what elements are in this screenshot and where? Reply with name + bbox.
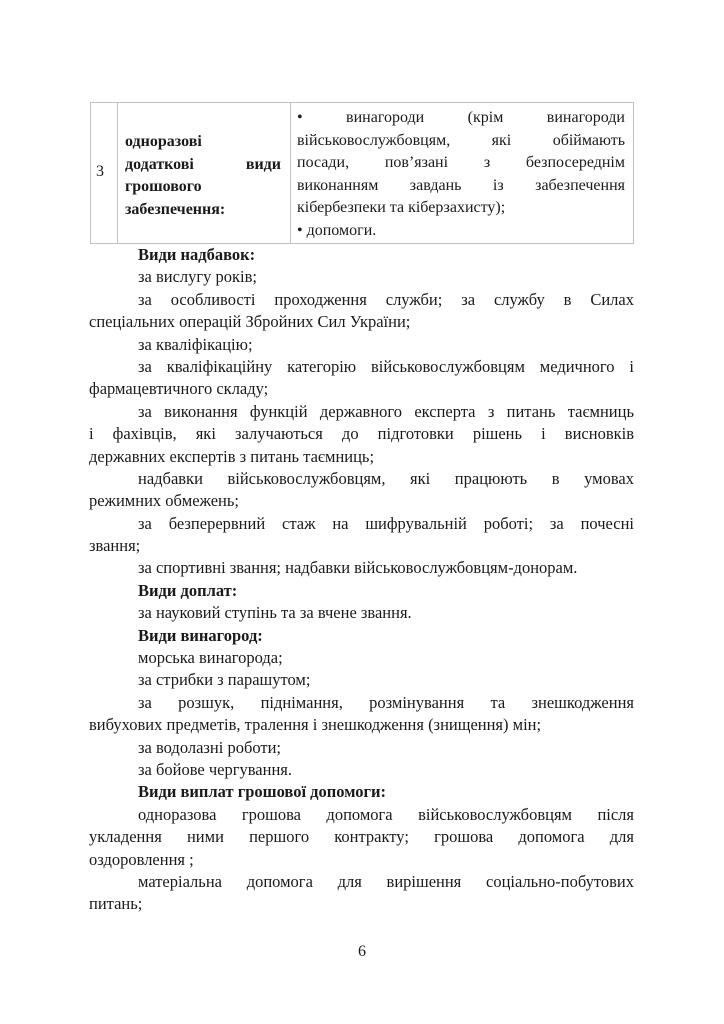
- table-item-line: військовослужбовцям, які обіймають: [297, 131, 625, 149]
- paragraph-line: за особливості проходження служби; за службу в Силах: [138, 289, 634, 309]
- section-heading: Види доплат:: [138, 580, 238, 600]
- section-heading: Види виплат грошової допомоги:: [138, 782, 386, 802]
- paragraph-line: матеріальна допомога для вирішення соціально-побутових: [138, 871, 634, 891]
- paragraph-line: державних експертів з питань таємниць;: [89, 446, 375, 466]
- table-row-number: 3: [96, 163, 104, 180]
- paragraph-line: і фахівців, які залучаються до підготовки рішень і висновків: [89, 424, 634, 444]
- paragraph-line: питань;: [89, 894, 143, 914]
- paragraph-line: режимних обмежень;: [89, 491, 239, 511]
- paragraph-line: за безперервний стаж на шифрувальній роботі; за почесні: [138, 513, 634, 533]
- table-category-items: [297, 107, 625, 242]
- table-title-line: грошового: [125, 178, 202, 195]
- table-title-line: додаткові види: [125, 155, 281, 173]
- paragraph-line: за водолазні роботи;: [138, 737, 282, 757]
- paragraph-line: звання;: [89, 536, 141, 556]
- paragraph-line: оздоровлення ;: [89, 849, 194, 869]
- paragraph-line: вибухових предметів, тралення і знешкодження (знищення) мін;: [89, 715, 542, 735]
- paragraph-line: надбавки військовослужбовцям, які працюють в умовах: [138, 468, 634, 488]
- paragraph-line: за кваліфікацію;: [138, 334, 253, 354]
- section-heading: Види надбавок:: [138, 245, 256, 264]
- table-item-line: • допомоги.: [297, 221, 377, 239]
- page-number: 6: [358, 943, 366, 960]
- paragraph-line: за виконання функцій державного експерта з питань таємниць: [138, 401, 634, 421]
- paragraph-line: за вислугу років;: [138, 267, 258, 287]
- paragraph-line: спеціальних операцій Збройних Сил України;: [89, 312, 411, 332]
- paragraph-line: за кваліфікаційну категорію військовослужбовцям медичного і: [138, 356, 634, 376]
- body-text: [89, 244, 634, 916]
- table-item-line: посади, пов’язані з безпосереднім: [297, 154, 625, 171]
- paragraph-line: фармацевтичного складу;: [89, 379, 269, 399]
- section-heading: Види винагород:: [138, 625, 263, 645]
- paragraph-line: за науковий ступінь та за вчене звання.: [138, 603, 412, 623]
- paragraph-line: за бойове чергування.: [138, 759, 292, 779]
- table-item-line: кібербезпеки та кіберзахисту);: [297, 199, 506, 216]
- table-title-line: забезпечення:: [125, 200, 226, 218]
- table-item-line: виконанням завдань із забезпечення: [297, 176, 625, 194]
- paragraph-line: за розшук, піднімання, розмінування та знешкодження: [138, 692, 634, 712]
- paragraph-line: морська винагорода;: [138, 648, 283, 668]
- table-item-line: • винагороди (крім винагороди: [297, 109, 625, 126]
- paragraph-line: укладення ними першого контракту; грошова допомога для: [89, 827, 634, 847]
- paragraph-line: за стрибки з парашутом;: [138, 670, 311, 690]
- table-category-title: [125, 131, 281, 221]
- paragraph-line: за спортивні звання; надбавки військовослужбовцям-донорам.: [138, 558, 578, 578]
- paragraph-line: одноразова грошова допомога військовослужбовцям після: [138, 804, 634, 824]
- table-title-line: одноразові: [125, 133, 202, 150]
